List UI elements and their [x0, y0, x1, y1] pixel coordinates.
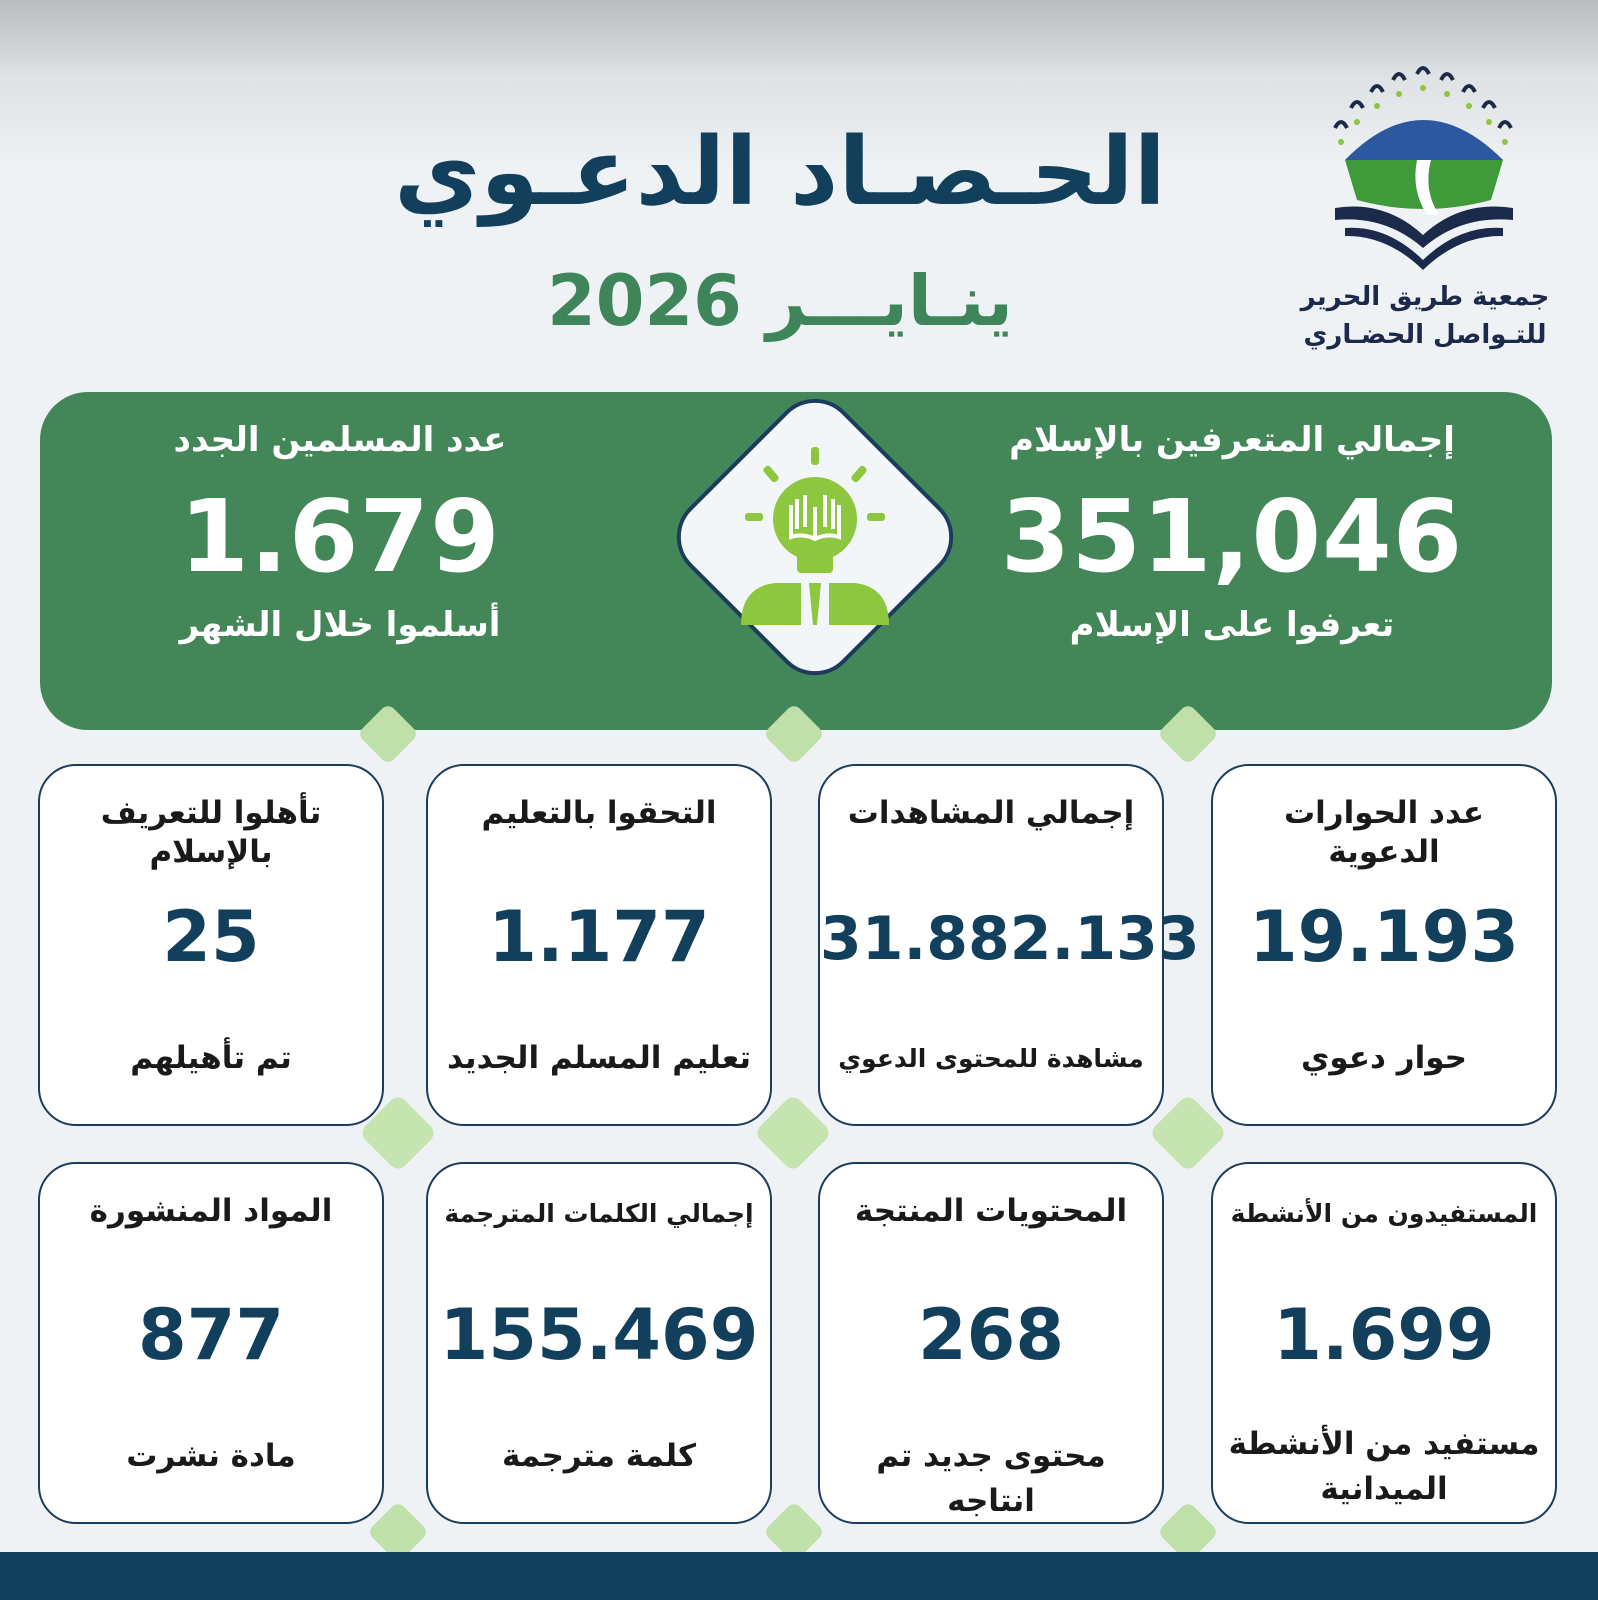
footer-bar: [0, 1552, 1598, 1600]
logo-text-line2: للتـواصل الحضـاري: [1303, 320, 1547, 350]
card-activity-beneficiaries: [1211, 1162, 1557, 1524]
card-dawah-dialogues: [1211, 764, 1557, 1126]
stat-value: 351,046: [1000, 478, 1464, 595]
card-title: إجمالي الكلمات المترجمة: [444, 1199, 754, 1228]
card-value: 1.699: [1273, 1294, 1495, 1376]
card-title: المستفيدون من الأنشطة: [1230, 1199, 1538, 1228]
card-value: 155.469: [439, 1294, 759, 1376]
page-title: الحـصـاد الدعـوي: [394, 118, 1166, 227]
card-enrolled-education: [426, 764, 772, 1126]
logo-text-line1: جمعية طريق الحرير: [1300, 282, 1550, 312]
card-published-materials: [38, 1162, 384, 1524]
stat-label: عدد المسلمين الجدد: [173, 420, 507, 460]
card-caption: مشاهدة للمحتوى الدعوي: [838, 1044, 1144, 1073]
card-title: تأهلوا للتعريف بالإسلام: [100, 795, 322, 870]
card-produced-content: [818, 1162, 1164, 1524]
card-caption: مستفيد من الأنشطة الميدانية: [1228, 1426, 1540, 1507]
page-subtitle: ينـايـــر 2026: [547, 260, 1013, 342]
card-value: 268: [917, 1294, 1065, 1376]
card-title: عدد الحوارات الدعوية: [1283, 795, 1485, 870]
card-caption: مادة نشرت: [126, 1438, 296, 1474]
logo-emblem-icon: [1315, 50, 1535, 280]
card-total-views: [818, 764, 1200, 1126]
card-value: 19.193: [1248, 896, 1520, 978]
card-title: المحتويات المنتجة: [854, 1193, 1128, 1229]
card-value: 877: [137, 1294, 285, 1376]
stat-caption: تعرفوا على الإسلام: [1069, 605, 1395, 645]
card-value: 31.882.133: [820, 904, 1200, 974]
card-title: التحقوا بالتعليم: [481, 795, 717, 831]
card-caption: حوار دعوي: [1301, 1040, 1467, 1076]
card-caption: محتوى جديد تم انتاجه: [876, 1438, 1106, 1519]
card-title: المواد المنشورة: [89, 1193, 333, 1229]
total-introduced-stat: [972, 412, 1492, 645]
card-translated-words: [426, 1162, 772, 1524]
card-qualified: [38, 764, 384, 1126]
organization-logo: [1300, 50, 1550, 360]
stat-caption: أسلموا خلال الشهر: [179, 605, 501, 645]
card-caption: تعليم المسلم الجديد: [447, 1040, 751, 1076]
card-value: 1.177: [488, 896, 710, 978]
card-title: إجمالي المشاهدات: [847, 795, 1135, 831]
card-caption: كلمة مترجمة: [501, 1438, 697, 1474]
stat-label: إجمالي المتعرفين بالإسلام: [1009, 420, 1455, 460]
card-value: 25: [162, 896, 260, 978]
stat-value: 1.679: [179, 478, 501, 595]
lightbulb-book-icon: [735, 447, 895, 627]
new-muslims-stat: [130, 412, 550, 645]
summary-banner: [40, 392, 1552, 730]
card-caption: تم تأهيلهم: [130, 1040, 292, 1076]
center-emblem: [665, 387, 965, 687]
